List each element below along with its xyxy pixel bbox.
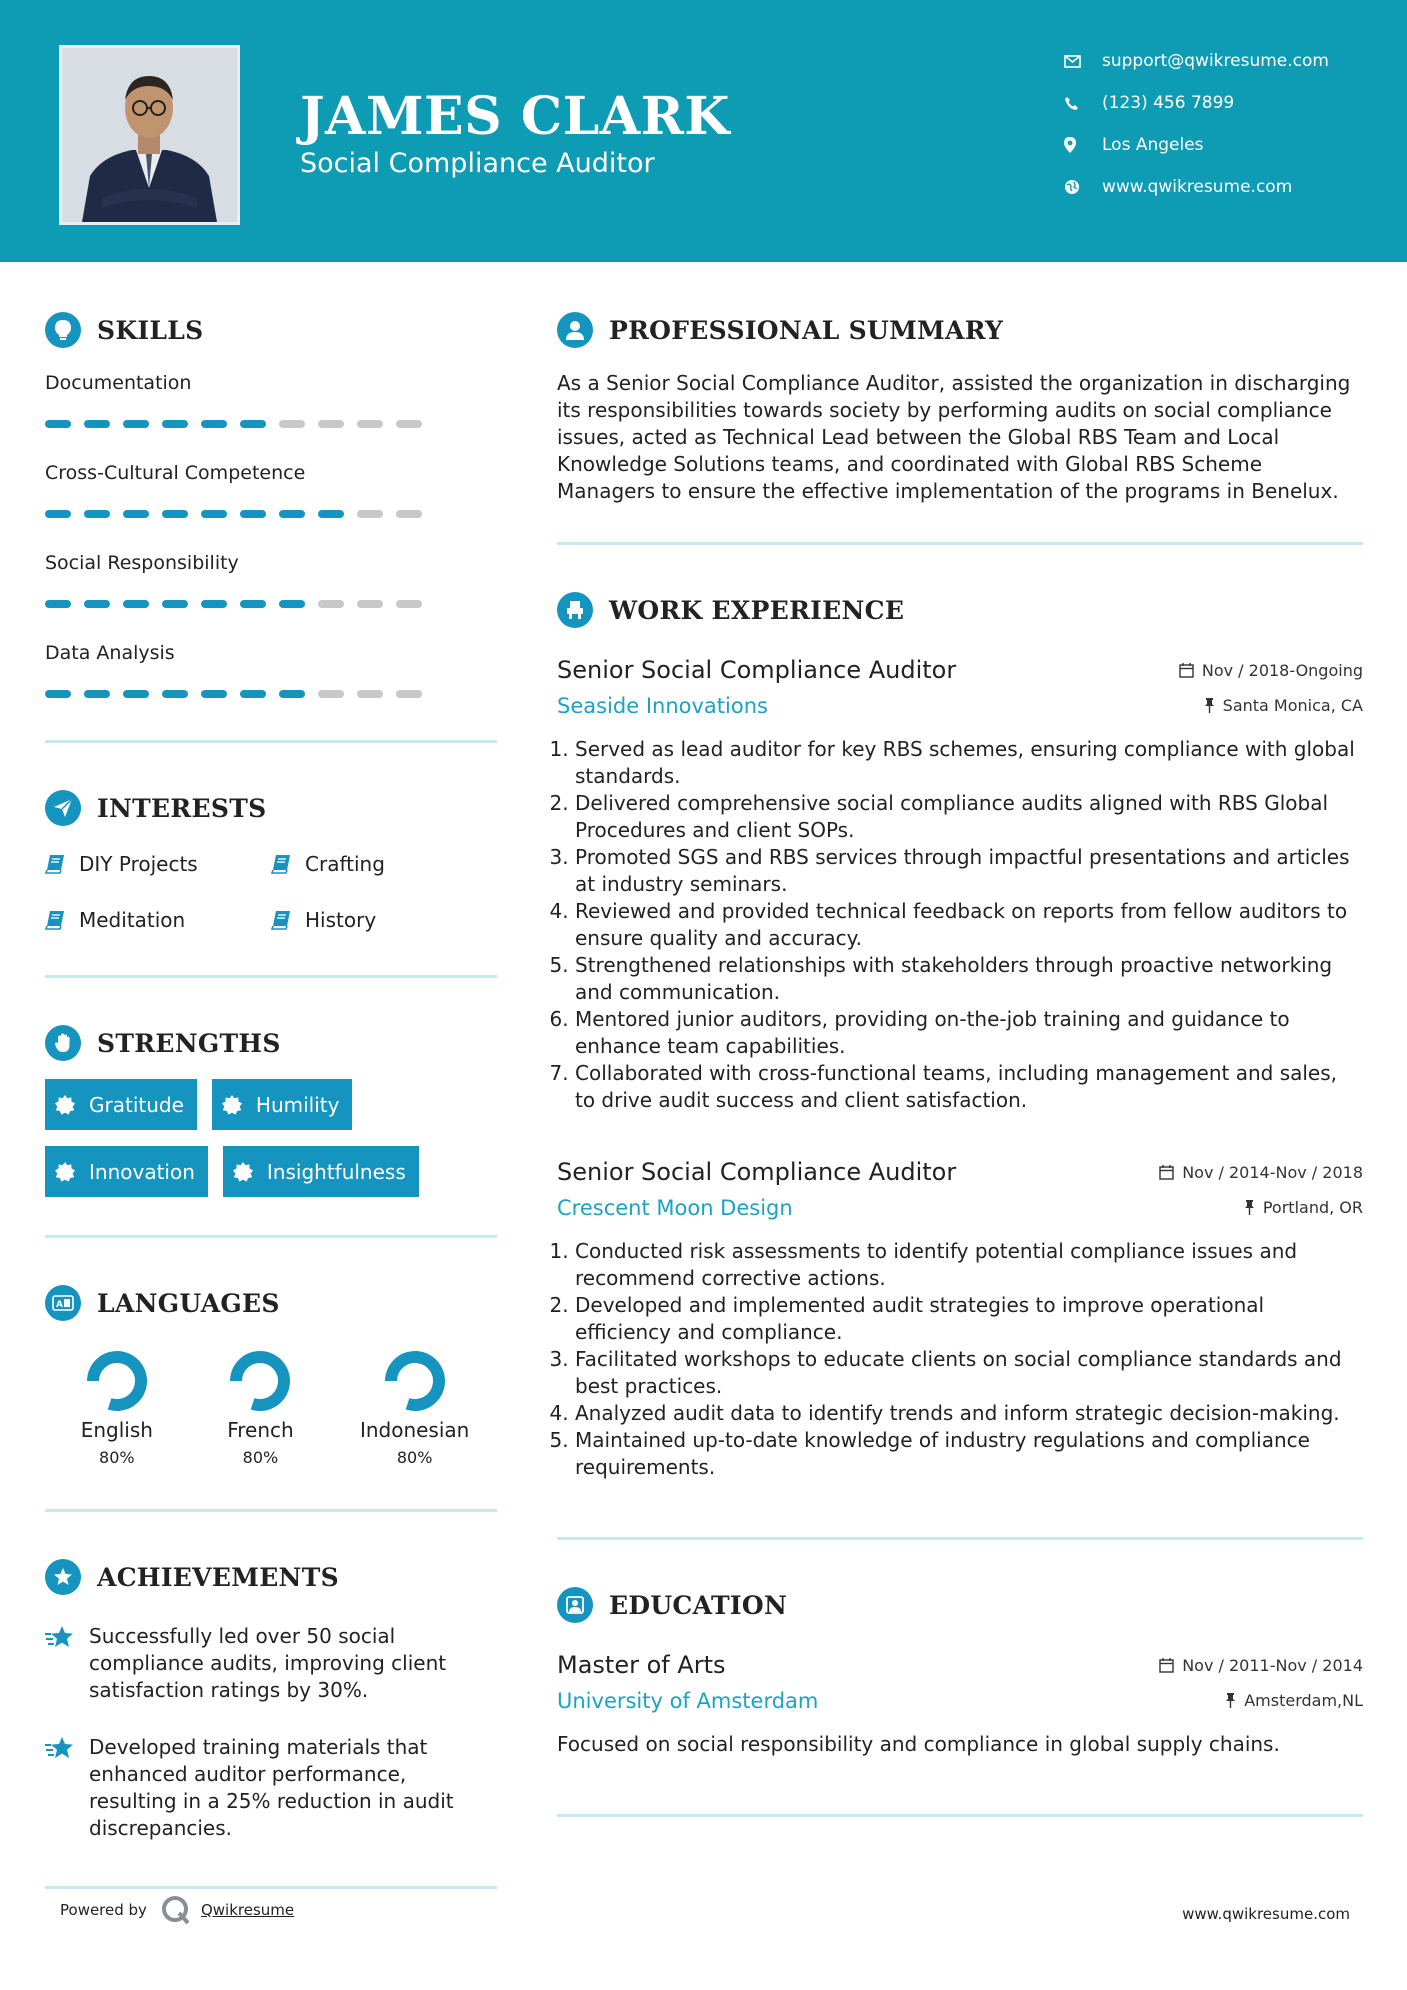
experience-header [557,588,1363,632]
language-percent: 80% [99,1448,135,1467]
language-item [332,1350,497,1467]
rating-dot-filled [45,690,71,698]
rating-dot-empty [357,510,383,518]
footer-powered-by [60,1895,294,1925]
rating-dot-empty [318,690,344,698]
rating-dot-empty [396,690,422,698]
strengths-title: STRENGTHS [97,1028,281,1058]
badge-icon [233,1162,267,1182]
rating-dot-filled [123,510,149,518]
left-column [45,262,497,1889]
skill-item [45,552,497,608]
star-icon [45,1734,89,1764]
section-divider [45,1235,497,1238]
skill-rating [45,420,497,428]
skill-item [45,642,497,698]
rating-dot-empty [396,420,422,428]
star-icon [45,1623,89,1653]
job-entry [557,1158,1363,1481]
user-icon [557,312,593,348]
rating-dot-filled [201,510,227,518]
language-item [45,1350,189,1467]
education-title: EDUCATION [609,1590,788,1620]
responsibility-item: 5. Strengthened relationships with stakeholders through proactive networking and communication. [575,952,1363,1006]
footer-website[interactable]: www.qwikresume.com [1182,1905,1350,1923]
language-gauge [229,1350,291,1412]
rating-dot-filled [201,690,227,698]
rating-dot-filled [45,600,71,608]
job-location [1244,1198,1363,1217]
contact-list [1064,40,1329,208]
rating-dot-empty [357,420,383,428]
section-divider [557,1814,1363,1817]
candidate-name: JAMES CLARK [300,86,731,147]
language-gauge-arc [236,1357,284,1405]
job-location [1204,696,1363,715]
skill-name: Documentation [45,372,192,394]
skill-name: Social Responsibility [45,552,239,574]
rating-dot-filled [318,510,344,518]
skill-rating [45,600,497,608]
achievements-header [45,1555,497,1599]
badge-icon [222,1095,256,1115]
globe-icon [1064,179,1102,195]
strengths-header [45,1021,497,1065]
book-icon [271,910,305,930]
section-divider [557,542,1363,545]
rating-dot-filled [123,420,149,428]
responsibility-item: 1. Served as lead auditor for key RBS schemes, ensuring compliance with global standards. [575,736,1363,790]
calendar-icon [1159,1165,1174,1180]
language-gauge-arc [93,1357,141,1405]
job-entry [557,656,1363,1114]
skills-header [45,308,497,352]
rating-dot-filled [123,690,149,698]
skill-item [45,372,497,428]
job-dates [1179,661,1363,680]
achievement-item [45,1623,497,1704]
language-percent: 80% [242,1448,279,1467]
degree-name: Master of Arts [557,1651,726,1679]
responsibility-list [557,736,1363,1114]
strength-tag [45,1146,208,1197]
language-name: English [80,1418,153,1442]
job-dates-text: Nov / 2018-Ongoing [1201,661,1363,680]
star-badge-icon [45,1559,81,1595]
contact-email[interactable] [1064,40,1329,82]
rating-dot-filled [84,510,110,518]
contact-phone[interactable] [1064,82,1329,124]
contact-website-text: www.qwikresume.com [1102,177,1293,197]
strength-label: Insightfulness [266,1159,406,1184]
languages-header [45,1281,497,1325]
qwikresume-link[interactable]: Qwikresume [200,1901,295,1919]
summary-text: As a Senior Social Compliance Auditor, assisted the organization in discharging its responsibilities towards society by performing audits on social compliance issues, acted as Technical Lead between the Global RBS Team and Local Knowledge Solutions teams, and coordinated with Global RBS Scheme Managers to ensure the effective implementation of the programs in Benelux. [557,371,1351,503]
summary-header [557,308,1363,352]
interest-label: Crafting [305,852,385,876]
pushpin-icon [1225,1693,1236,1708]
rating-dot-empty [396,510,422,518]
strength-label: Humility [255,1092,340,1117]
calendar-icon [1159,1658,1174,1673]
company-name: Seaside Innovations [557,694,768,718]
job-location-text: Santa Monica, CA [1222,696,1363,715]
job-title: Senior Social Compliance Auditor [557,656,957,684]
right-column [557,262,1363,1817]
rating-dot-filled [201,420,227,428]
rating-dot-empty [357,600,383,608]
language-gauge [86,1350,148,1412]
job-dates-text: Nov / 2014-Nov / 2018 [1182,1163,1363,1182]
rating-dot-filled [240,420,266,428]
strength-tag [212,1079,353,1130]
education-dates [1159,1656,1363,1675]
education-dates-text: Nov / 2011-Nov / 2014 [1182,1656,1363,1675]
education-entry [557,1651,1363,1758]
interest-item [45,908,271,932]
skill-name: Data Analysis [45,642,175,664]
language-gauge-arc [391,1357,439,1405]
job-title: Senior Social Compliance Auditor [557,1158,957,1186]
rating-dot-filled [84,690,110,698]
language-gauge [384,1350,446,1412]
skill-rating [45,690,497,698]
rating-dot-filled [162,600,188,608]
candidate-title: Social Compliance Auditor [300,148,655,179]
interests-header [45,786,497,830]
rating-dot-empty [318,600,344,608]
hand-icon [45,1025,81,1061]
book-icon [271,854,305,874]
section-divider [557,1537,1363,1540]
contact-location [1064,124,1329,166]
lightbulb-icon [45,312,81,348]
phone-icon [1064,96,1102,111]
responsibility-list [557,1238,1363,1481]
language-percent: 80% [396,1448,433,1467]
responsibility-item: 3. Facilitated workshops to educate clients on social compliance standards and best practices. [575,1346,1363,1400]
rating-dot-filled [45,420,71,428]
book-icon [45,910,79,930]
responsibility-item: 4. Analyzed audit data to identify trends and inform strategic decision-making. [575,1400,1363,1427]
contact-email-text: support@qwikresume.com [1102,51,1329,71]
rating-dot-filled [240,510,266,518]
skill-name: Cross-Cultural Competence [45,462,306,484]
contact-website[interactable] [1064,166,1329,208]
resume-header [0,0,1407,262]
rating-dot-empty [396,600,422,608]
graduation-icon [557,1587,593,1623]
rating-dot-filled [240,690,266,698]
languages-title: LANGUAGES [97,1288,280,1318]
interest-label: History [305,908,377,932]
rating-dot-filled [240,600,266,608]
achievements-title: ACHIEVEMENTS [97,1562,339,1592]
responsibility-item: 5. Maintained up-to-date knowledge of industry regulations and compliance requirements. [575,1427,1363,1481]
education-location-text: Amsterdam,NL [1244,1691,1363,1710]
powered-by-label: Powered by [60,1901,147,1919]
rating-dot-empty [279,420,305,428]
strength-label: Gratitude [89,1092,184,1117]
skills-title: SKILLS [97,315,204,345]
language-name: French [227,1418,294,1442]
rating-dot-filled [201,600,227,608]
contact-location-text: Los Angeles [1102,135,1204,155]
rating-dot-filled [162,510,188,518]
translate-icon [45,1285,81,1321]
languages-list [45,1350,497,1467]
achievement-item [45,1734,497,1842]
skills-list [45,372,497,698]
education-header [557,1583,1363,1627]
experience-title: WORK EXPERIENCE [609,595,905,625]
pushpin-icon [1204,698,1215,713]
qwikresume-logo-icon [161,1895,191,1925]
strengths-list [45,1079,497,1197]
contact-phone-text: (123) 456 7899 [1102,93,1235,113]
map-pin-icon [1064,137,1102,153]
strength-tag [223,1146,419,1197]
pushpin-icon [1244,1200,1255,1215]
achievement-text: Developed training materials that enhanced auditor performance, resulting in a 25% reduction in audit discrepancies. [89,1735,454,1840]
responsibility-item: 1. Conducted risk assessments to identify potential compliance issues and recommend corrective actions. [575,1238,1363,1292]
language-item [189,1350,333,1467]
strength-label: Innovation [89,1159,195,1184]
summary-title: PROFESSIONAL SUMMARY [609,315,1004,345]
paper-plane-icon [45,790,81,826]
interest-label: Meditation [79,908,186,932]
rating-dot-filled [279,510,305,518]
rating-dot-filled [123,600,149,608]
responsibility-item: 6. Mentored junior auditors, providing on-the-job training and guidance to enhance team capabilities. [575,1006,1363,1060]
company-name: Crescent Moon Design [557,1196,793,1220]
rating-dot-filled [162,420,188,428]
section-divider [45,1886,497,1889]
job-dates [1159,1163,1363,1182]
badge-icon [55,1162,89,1182]
responsibility-item: 3. Promoted SGS and RBS services through impactful presentations and articles at industry seminars. [575,844,1363,898]
badge-icon [55,1095,89,1115]
responsibility-item: 4. Reviewed and provided technical feedback on reports from fellow auditors to ensure quality and accuracy. [575,898,1363,952]
section-divider [45,740,497,743]
envelope-icon [1064,55,1102,68]
rating-dot-empty [357,690,383,698]
interest-item [271,852,497,876]
briefcase-icon [557,592,593,628]
interests-list [45,852,497,932]
achievement-text: Successfully led over 50 social compliance audits, improving client satisfaction ratings by 30%. [89,1624,447,1702]
svg-text:A: A [56,1300,63,1310]
responsibility-item: 7. Collaborated with cross-functional teams, including management and sales, to drive audit success and client satisfaction. [575,1060,1363,1114]
rating-dot-empty [318,420,344,428]
profile-photo [59,45,240,225]
skill-rating [45,510,497,518]
school-name: University of Amsterdam [557,1689,819,1713]
rating-dot-filled [45,510,71,518]
section-divider [45,1509,497,1512]
responsibility-item: 2. Developed and implemented audit strategies to improve operational efficiency and compliance. [575,1292,1363,1346]
education-description: Focused on social responsibility and compliance in global supply chains. [557,1732,1280,1756]
language-name: Indonesian [359,1418,470,1442]
rating-dot-filled [84,600,110,608]
section-divider [45,975,497,978]
rating-dot-filled [279,690,305,698]
education-location [1225,1691,1363,1710]
rating-dot-filled [279,600,305,608]
book-icon [45,854,79,874]
rating-dot-filled [84,420,110,428]
interests-title: INTERESTS [97,793,267,823]
achievements-list [45,1623,497,1842]
interest-item [271,908,497,932]
strength-tag [45,1079,197,1130]
interest-item [45,852,271,876]
rating-dot-filled [162,690,188,698]
responsibility-item: 2. Delivered comprehensive social compliance audits aligned with RBS Global Procedures and client SOPs. [575,790,1363,844]
job-location-text: Portland, OR [1262,1198,1363,1217]
interest-label: DIY Projects [79,852,198,876]
calendar-icon [1179,663,1194,678]
skill-item [45,462,497,518]
